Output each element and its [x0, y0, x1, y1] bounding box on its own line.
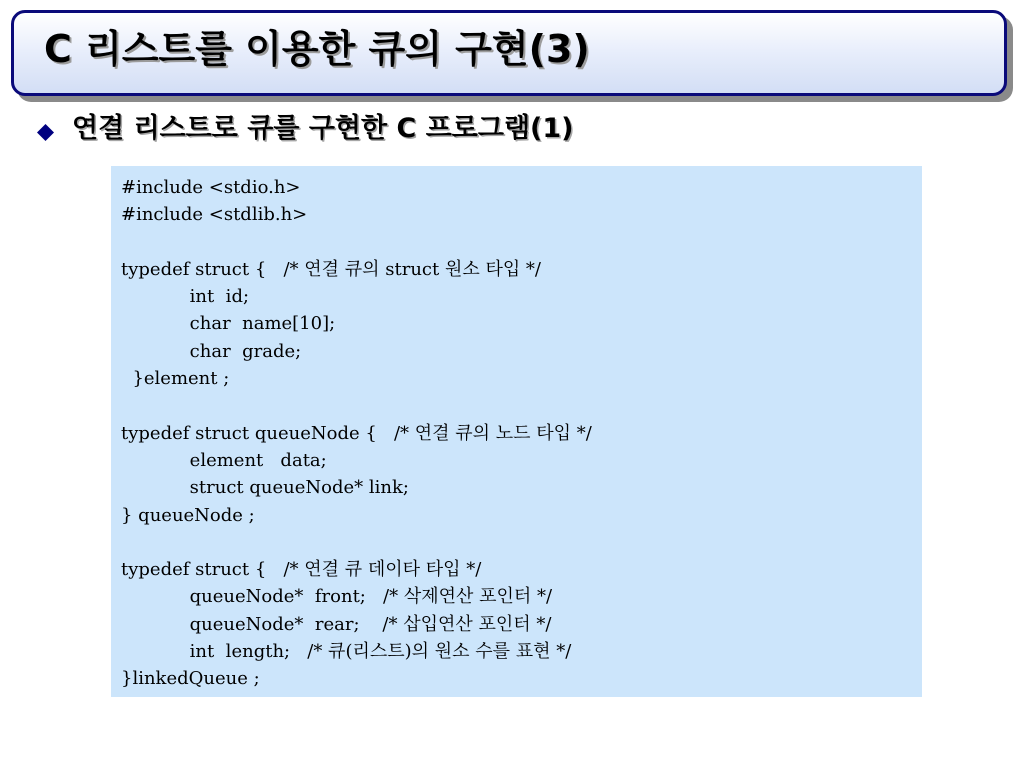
code-line: int id;	[121, 286, 250, 308]
code-line: queueNode* front; /* 삭제연산 포인터 */	[121, 586, 553, 608]
code-line: typedef struct { /* 연결 큐 데이타 타입 */	[121, 559, 482, 581]
code-line: element data;	[121, 449, 327, 471]
code-line	[121, 229, 592, 256]
code-line: } queueNode ;	[121, 504, 255, 526]
code-line	[121, 529, 592, 556]
code-line: }linkedQueue ;	[121, 668, 260, 690]
code-line: char name[10];	[121, 313, 336, 335]
code-line: struct queueNode* link;	[121, 477, 409, 499]
code-line: #include <stdlib.h>	[121, 204, 308, 226]
code-line: typedef struct { /* 연결 큐의 struct 원소 타입 */	[121, 258, 542, 280]
code-line: typedef struct queueNode { /* 연결 큐의 노드 타입 */	[121, 422, 592, 444]
slide-title: C 리스트를 이용한 큐의 구현(3)	[44, 27, 590, 71]
code-line	[121, 392, 592, 419]
code-line: #include <stdio.h>	[121, 177, 301, 198]
code-line: }element ;	[121, 368, 230, 390]
code-line: queueNode* rear; /* 삽입연산 포인터 */	[121, 613, 552, 635]
code-line: char grade;	[121, 340, 302, 362]
diamond-bullet-icon	[37, 124, 54, 141]
code-lines	[121, 174, 592, 693]
code-block	[111, 166, 922, 697]
code-line: int length; /* 큐(리스트)의 원소 수를 표현 */	[121, 641, 572, 663]
title-box	[11, 10, 1007, 96]
slide-subtitle: 연결 리스트로 큐를 구현한 C 프로그램(1)	[72, 113, 574, 144]
